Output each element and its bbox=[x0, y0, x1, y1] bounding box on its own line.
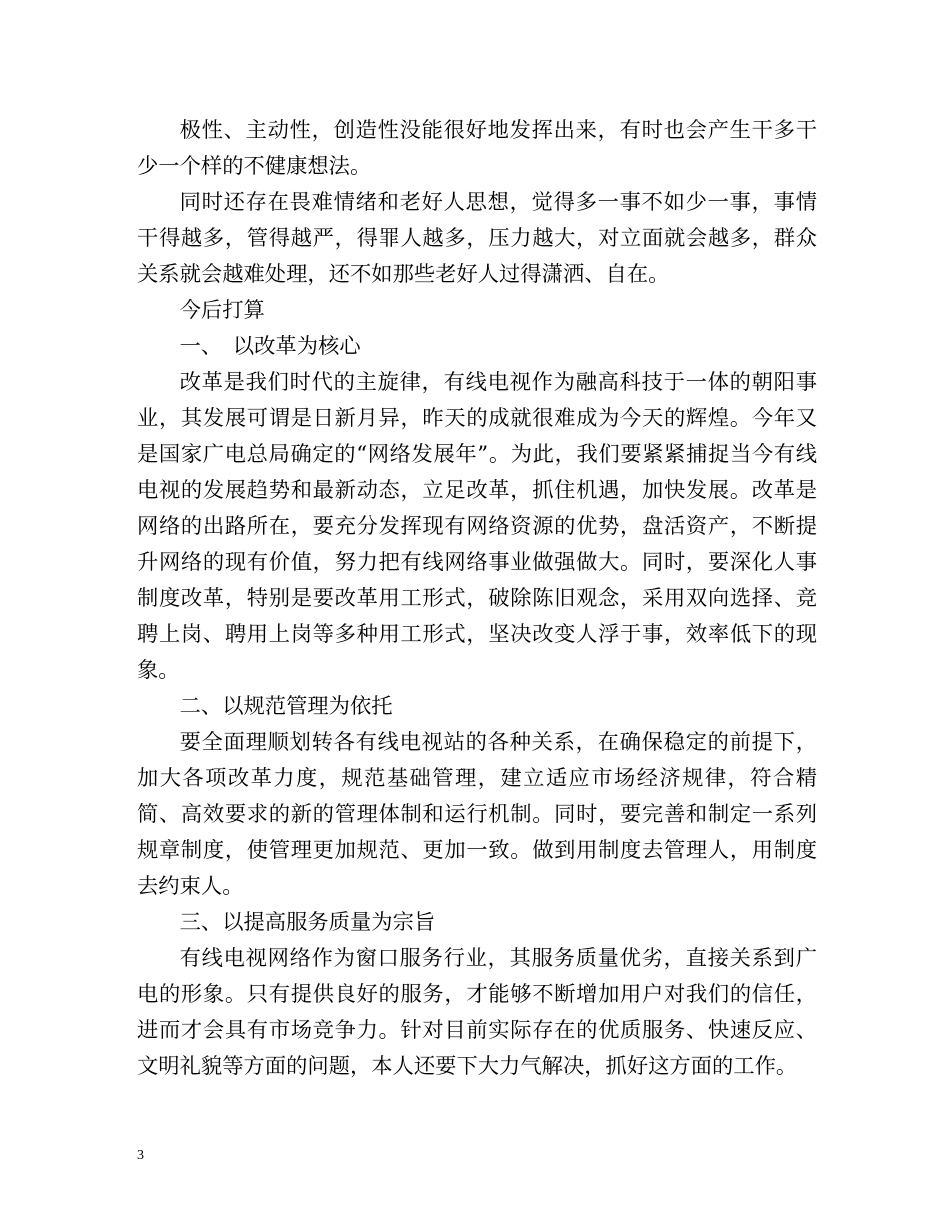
paragraph-service: 有线电视网络作为窗口服务行业，其服务质量优劣，直接关系到广电的形象。只有提供良好的服务，才能够不断增加用户对我们的信任，进而才会具有市场竞争力。针对目前实际存在的优质服务、快速反应、文明礼貌等方面的问题，本人还要下大力气解决，抓好这方面的工作。 bbox=[137, 946, 817, 1079]
section-heading-future-plans: 今后打算 bbox=[179, 298, 265, 323]
paragraph-reform: 改革是我们时代的主旋律，有线电视作为融高科技于一体的朝阳事业，其发展可谓是日新月异，昨天的成就很难成为今天的辉煌。今年又是国家广电总局确定的“网络发展年”。为此，我们要紧紧捕捉当今有线电视的发展趋势和最新动态，立足改革，抓住机遇，加快发展。改革是网络的出路所在，要充分发挥现有网络资源的优势，盘活资产，不断提升网络的现有价值，努力把有线网络事业做强做大。同时，要深化人事制度改革，特别是要改革用工形式，破除陈旧观念，采用双向选择、竞聘上岗、聘用上岗等多种用工形式，坚决改变人浮于事，效率低下的现象。 bbox=[137, 370, 817, 683]
paragraph-management: 要全面理顺划转各有线电视站的各种关系，在确保稳定的前提下，加大各项改革力度，规范基础管理，建立适应市场经济规律，符合精简、高效要求的新的管理体制和运行机制。同时，要完善和制定一系列规章制度，使管理更加规范、更加一致。做到用制度去管理人，用制度去约束人。 bbox=[137, 730, 817, 899]
document-body bbox=[137, 113, 817, 1085]
page-number: 3 bbox=[137, 1148, 144, 1163]
subheading-service: 三、以提高服务质量为宗旨 bbox=[179, 910, 436, 935]
subheading-management: 二、以规范管理为依托 bbox=[179, 694, 393, 719]
paragraph-shortcomings: 同时还存在畏难情绪和老好人思想，觉得多一事不如少一事，事情干得越多，管得越严，得罪人越多，压力越大，对立面就会越多，群众关系就会越难处理，还不如那些老好人过得潇洒、自在。 bbox=[137, 190, 817, 287]
subheading-reform: 一、 以改革为核心 bbox=[179, 334, 361, 359]
paragraph-continuation: 极性、主动性，创造性没能很好地发挥出来，有时也会产生干多干少一个样的不健康想法。 bbox=[137, 118, 817, 179]
